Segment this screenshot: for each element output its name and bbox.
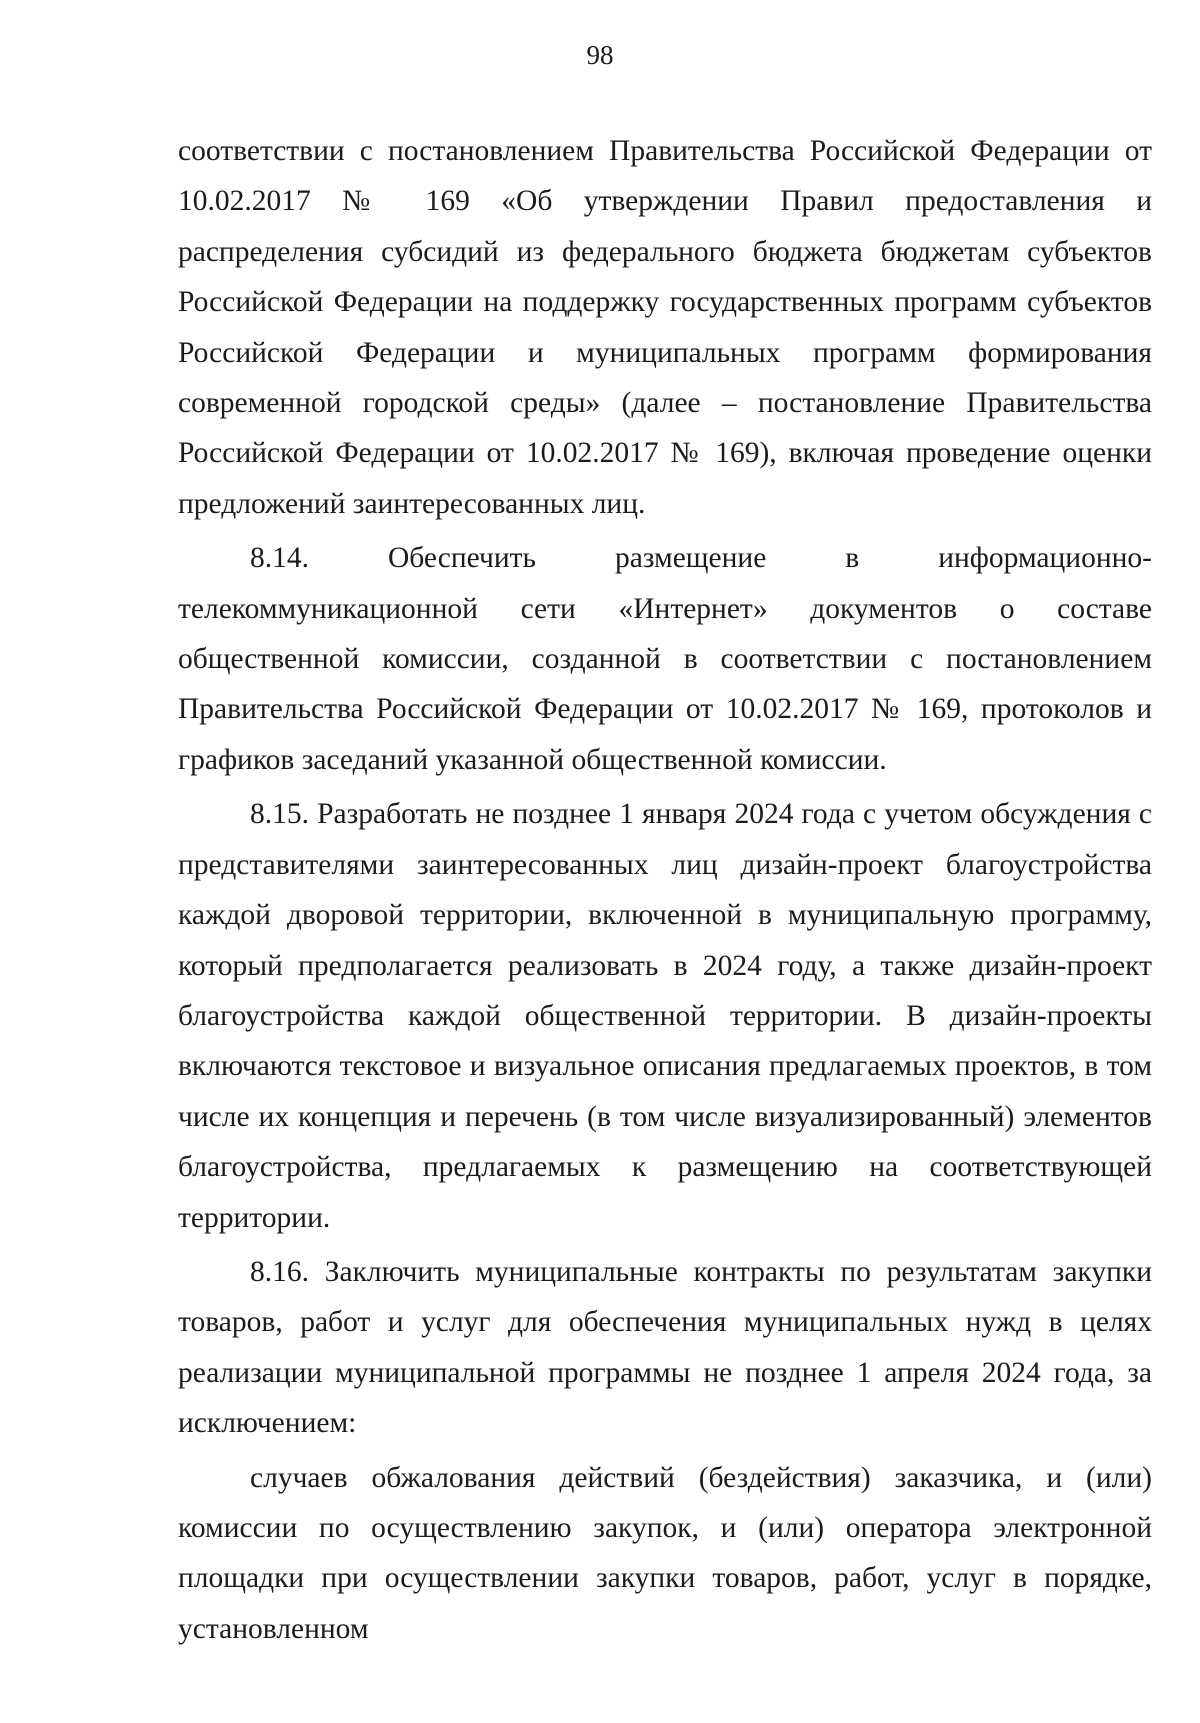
paragraph-exception-case: случаев обжалования действий (бездействия) заказчика, и (или) комиссии по осуществлению закупок, и (или) оператора электронной площадки при осуществлении закупки товаров, работ, услуг в порядке, установленном xyxy=(178,1461,1152,1645)
paragraph-continuation: соответствии с постановлением Правительства Российской Федерации от 10.02.2017 № 169 «Об утверждении Правил предоставления и распределения субсидий из федерального бюджета бюджетам субъектов Российской Федерации на поддержку государственных программ субъектов Российской Федерации и муниципальных программ формирования современной городской среды» (далее – постановление Правительства Российской Федерации от 10.02.2017 № 169), включая проведение оценки предложений заинтересованных лиц. xyxy=(178,135,1152,520)
document-body xyxy=(178,126,1152,1658)
paragraph-8-14: 8.14. Обеспечить размещение в информационно-телекоммуникационной сети «Интернет» документов о составе общественной комиссии, созданной в соответствии с постановлением Правительства Российской Федерации от 10.02.2017 № 169, протоколов и графиков заседаний указанной общественной комиссии. xyxy=(178,542,1152,776)
paragraph-8-15: 8.15. Разработать не позднее 1 января 2024 года с учетом обсуждения с представителями заинтересованных лиц дизайн-проект благоустройства каждой дворовой территории, включенной в муниципальную программу, который предполагается реализовать в 2024 году, а также дизайн-проект благоустройства каждой общественной территории. В дизайн-проекты включаются текстовое и визуальное описания предлагаемых проектов, в том числе их концепция и перечень (в том числе визуализированный) элементов благоустройства, предлагаемых к размещению на соответствующей территории. xyxy=(178,798,1152,1234)
page-number: 98 xyxy=(586,40,614,70)
paragraph-8-16: 8.16. Заключить муниципальные контракты по результатам закупки товаров, работ и услуг для обеспечения муниципальных нужд в целях реализации муниципальной программы не позднее 1 апреля 2024 года, за исключением: xyxy=(178,1255,1152,1440)
